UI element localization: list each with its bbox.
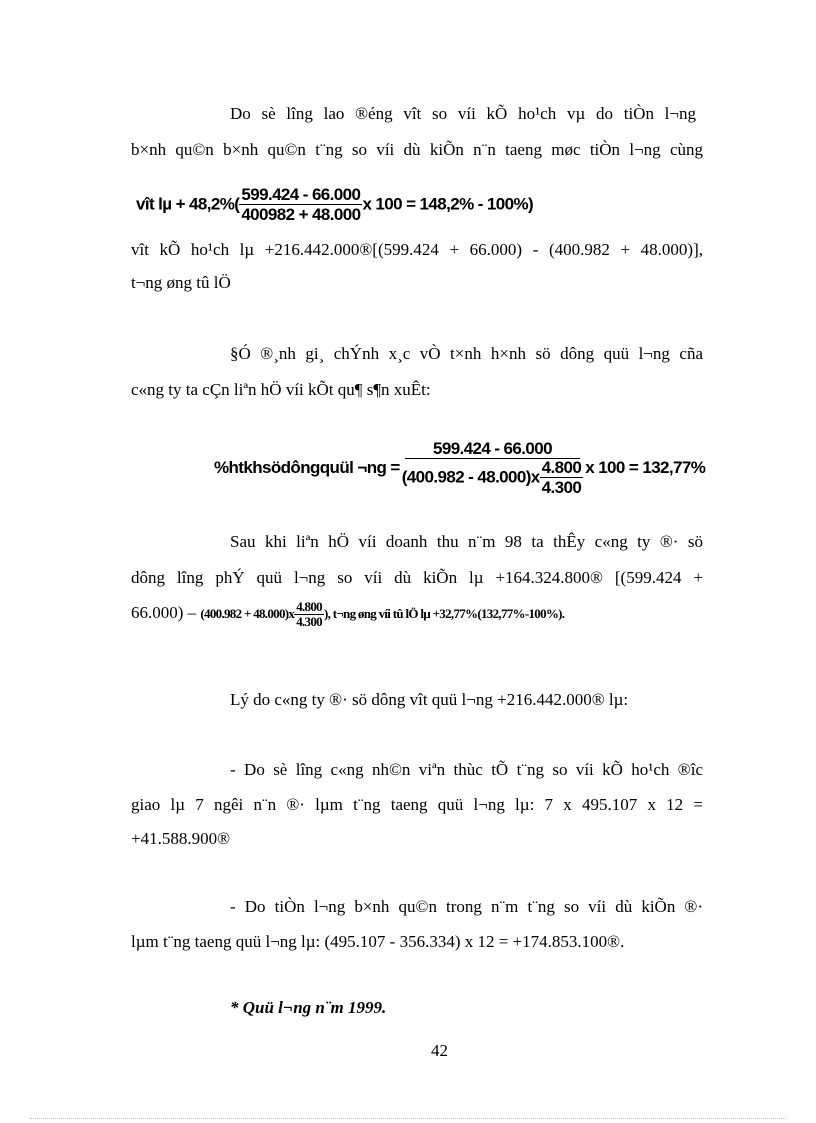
p4-formula-den: 4.300 bbox=[296, 613, 322, 629]
p1-line1: Do sè lîng lao ®éng vît so víi kÕ ho¹ch vµ do tiÒn l¬ng bbox=[230, 104, 696, 123]
formula-2-den-left: (400.982 - 48.000)x bbox=[401, 467, 540, 487]
p6-line3: +41.588.900® bbox=[131, 829, 231, 848]
p3-line1: §Ó ®¸nh gi¸ chÝnh x¸c vÒ t×nh h×nh sö dông quü l¬ng cña bbox=[230, 344, 703, 363]
p4-formula-num: 4.800 bbox=[296, 599, 322, 614]
p2-line1: vît kÕ ho¹ch lµ +216.442.000®[(599.424 + 66.000) - (400.982 + 48.000)], bbox=[131, 240, 703, 259]
formula-2 bbox=[214, 440, 754, 497]
formula-2-inner-num: 4.800 bbox=[541, 457, 582, 477]
p4-formula-b: ), t¬ng øng víi tû lÖ lµ +32,77%(132,77%-100%). bbox=[323, 605, 565, 621]
formula-2-denominator bbox=[400, 459, 585, 497]
formula-1-numerator: 599.424 - 66.000 bbox=[241, 185, 361, 204]
section-heading: * Quü l¬ng n¨m 1999. bbox=[230, 998, 387, 1017]
p4-line3-left: 66.000) – bbox=[131, 602, 201, 622]
p6-line2: giao lµ 7 ngêi n¨n ®· lµm t¨ng taeng quü l¬ng lµ: 7 x 495.107 x 12 = bbox=[131, 795, 703, 814]
p1-line2: b×nh qu©n b×nh qu©n t¨ng so víi dù kiÕn n¨n taeng møc tiÒn l¬ng cùng bbox=[131, 140, 703, 159]
page-number: 42 bbox=[431, 1041, 448, 1060]
formula-2-prefix: %htkhsödôngquül ¬ng = bbox=[214, 458, 400, 478]
formula-1-prefix: vît lµ + 48,2%( bbox=[136, 194, 240, 214]
p3-line2: c«ng ty ta cÇn liªn hÖ víi kÕt qu¶ s¶n xuÊt: bbox=[131, 380, 431, 399]
formula-2-inner-den: 4.300 bbox=[541, 477, 582, 497]
p4-line1: Sau khi liªn hÖ víi doanh thu n¨m 98 ta thÊy c«ng ty ®· sö bbox=[230, 532, 703, 551]
p4-line2: dông lîng phÝ quü l¬ng so víi dù kiÕn lµ +164.324.800® [(599.424 + bbox=[131, 568, 703, 587]
formula-1-suffix: x 100 = 148,2% - 100%) bbox=[362, 194, 534, 214]
p6-line1: - Do sè lîng c«ng nh©n viªn thùc tÕ t¨ng so víi kÕ ho¹ch ®îc bbox=[230, 760, 703, 779]
formula-1-fraction bbox=[239, 186, 362, 224]
formula-2-numerator: 599.424 - 66.000 bbox=[405, 440, 580, 459]
formula-1-denominator: 400982 + 48.000 bbox=[241, 204, 361, 224]
p4-formula-a: (400.982 + 48.000)x bbox=[200, 605, 295, 621]
formula-2-suffix: x 100 = 132,77% bbox=[585, 458, 706, 478]
p7-line1: - Do tiÒn l¬ng b×nh qu©n trong n¨m t¨ng so víi dù kiÕn ®· bbox=[230, 897, 703, 916]
p5: Lý do c«ng ty ®· sö dông vît quü l¬ng +216.442.000® lµ: bbox=[230, 690, 629, 709]
p7-line2: lµm t¨ng taeng quü l¬ng lµ: (495.107 - 356.334) x 12 = +174.853.100®. bbox=[131, 932, 625, 951]
formula-2-inner-fraction bbox=[540, 459, 584, 497]
p4-formula-fraction bbox=[294, 600, 324, 630]
p4-formula bbox=[200, 599, 565, 629]
formula-1 bbox=[136, 186, 533, 224]
page-edge-divider bbox=[30, 1118, 786, 1119]
formula-2-fraction bbox=[400, 440, 585, 497]
p4-line3 bbox=[131, 600, 564, 630]
p2-line2: t¬ng øng tû lÖ bbox=[131, 273, 231, 292]
